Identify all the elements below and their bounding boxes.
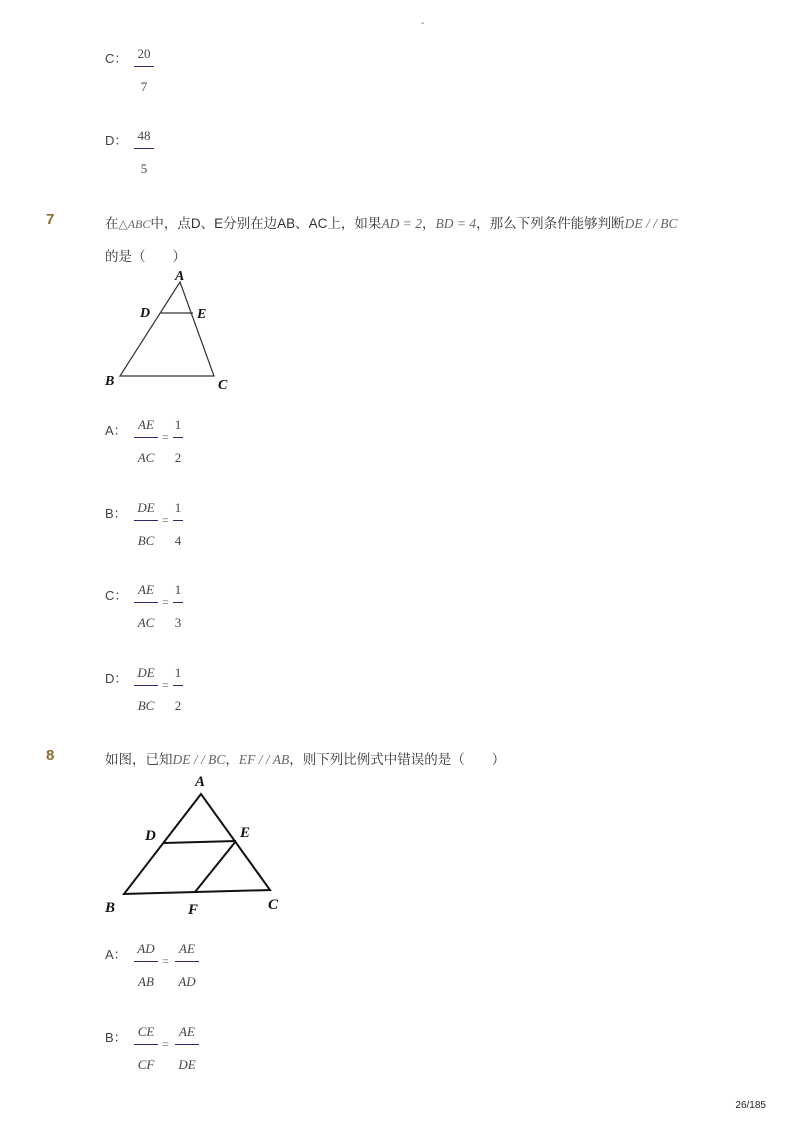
text-segment: ，则下列比例式中错误的是（ ） — [289, 752, 506, 767]
point-label-d: D — [140, 306, 151, 321]
fraction-numerator: AE — [138, 582, 154, 597]
triangle-outline — [120, 282, 214, 376]
question-7-text — [105, 212, 678, 232]
text-segment: ， — [225, 752, 239, 767]
fraction-numerator: AE — [138, 417, 154, 432]
option-d-label: D： — [105, 671, 128, 686]
fraction-bar — [134, 148, 154, 149]
fraction-bar — [134, 961, 158, 962]
question-8-text — [105, 748, 505, 768]
option-d-equation — [134, 665, 214, 713]
option-c-equation — [134, 582, 214, 630]
equals-sign: = — [162, 954, 169, 968]
fraction-denominator: DE — [178, 1057, 196, 1072]
fraction-bar — [175, 1044, 199, 1045]
fraction-bar — [173, 437, 183, 438]
option-a-label: A： — [105, 423, 127, 438]
fraction-bar — [134, 437, 158, 438]
equals-sign: = — [162, 678, 169, 692]
math-triangle-abc: △ABC — [118, 217, 151, 231]
option-b-equation — [134, 500, 214, 548]
fraction-numerator: AE — [179, 1024, 195, 1039]
triangle-figure-q7 — [100, 266, 240, 396]
fraction-denominator: AC — [137, 615, 155, 630]
point-label-c: C — [218, 378, 228, 393]
fraction-denominator: AD — [178, 974, 196, 989]
segment-ef — [195, 841, 236, 892]
text-segment: 如图，已知 — [105, 752, 173, 767]
point-label-e: E — [240, 825, 251, 841]
math-ef-parallel-ab: EF / / AB — [238, 752, 290, 767]
fraction-bar — [175, 961, 199, 962]
fraction-denominator: 2 — [174, 450, 182, 465]
option-a-equation — [134, 417, 214, 465]
point-label-b: B — [105, 374, 115, 389]
text-segment: 中，点D、E分别在边AB、AC上，如果 — [150, 216, 382, 231]
fraction-bar — [134, 685, 158, 686]
point-label-b: B — [105, 900, 116, 916]
equals-sign: = — [162, 513, 169, 527]
fraction-bar — [134, 1044, 158, 1045]
page-number: 26/185 — [735, 1100, 766, 1111]
point-label-d: D — [145, 828, 156, 844]
text-segment: ， — [422, 216, 436, 231]
fraction-bar — [173, 520, 183, 521]
fraction-denominator: 4 — [174, 533, 182, 548]
page-top-mark: - — [421, 18, 425, 29]
fraction-numerator: 1 — [174, 500, 182, 515]
triangle-outline — [124, 794, 270, 894]
fraction-numerator: 48 — [137, 128, 151, 143]
option-d-label: D： — [105, 133, 128, 148]
fraction-bar — [134, 602, 158, 603]
option-a-label: A： — [105, 947, 127, 962]
question-7-text-line2: 的是（ ） — [105, 249, 186, 264]
option-c-label: C： — [105, 588, 128, 603]
math-de-parallel-bc: DE / / BC — [624, 216, 678, 231]
text-segment: ，那么下列条件能够判断 — [476, 216, 625, 231]
equals-sign: = — [162, 595, 169, 609]
fraction-bar — [173, 685, 183, 686]
fraction-denominator: BC — [137, 698, 155, 713]
fraction-bar — [134, 520, 158, 521]
fraction-denominator: CF — [137, 1057, 155, 1072]
text-segment: 在 — [105, 216, 119, 231]
math-de-parallel-bc: DE / / BC — [172, 752, 226, 767]
fraction-numerator: 20 — [137, 46, 151, 61]
option-b-label: B： — [105, 1030, 127, 1045]
option-b-equation — [134, 1024, 214, 1072]
equals-sign: = — [162, 1037, 169, 1051]
fraction-numerator: CE — [137, 1024, 155, 1039]
segment-de — [164, 841, 236, 843]
fraction-bar — [173, 602, 183, 603]
fraction-numerator: AE — [179, 941, 195, 956]
fraction-numerator: DE — [137, 500, 155, 515]
fraction-denominator: 2 — [174, 698, 182, 713]
fraction-denominator: 5 — [140, 161, 148, 176]
question-number: 7 — [46, 211, 55, 228]
point-label-e: E — [197, 307, 207, 322]
fraction-numerator: 1 — [174, 665, 182, 680]
option-a-equation — [134, 941, 214, 989]
math-bd: BD = 4 — [435, 216, 477, 231]
triangle-figure-q8 — [100, 770, 290, 920]
fraction-denominator: 7 — [140, 79, 148, 94]
option-b-label: B： — [105, 506, 127, 521]
fraction-numerator: DE — [137, 665, 155, 680]
fraction-denominator: AC — [137, 450, 155, 465]
fraction-denominator: 3 — [174, 615, 182, 630]
point-label-c: C — [268, 897, 279, 913]
point-label-f: F — [188, 902, 199, 918]
fraction-numerator: AD — [137, 941, 155, 956]
fraction-denominator: AB — [138, 974, 154, 989]
point-label-a: A — [195, 774, 206, 790]
point-label-a: A — [175, 269, 185, 284]
fraction-numerator: 1 — [174, 582, 182, 597]
question-number: 8 — [46, 747, 55, 764]
math-ad: AD = 2 — [381, 216, 423, 231]
fraction-numerator: 1 — [174, 417, 182, 432]
fraction-bar — [134, 66, 154, 67]
fraction-denominator: BC — [137, 533, 155, 548]
option-c-label: C： — [105, 51, 128, 66]
equals-sign: = — [162, 430, 169, 444]
